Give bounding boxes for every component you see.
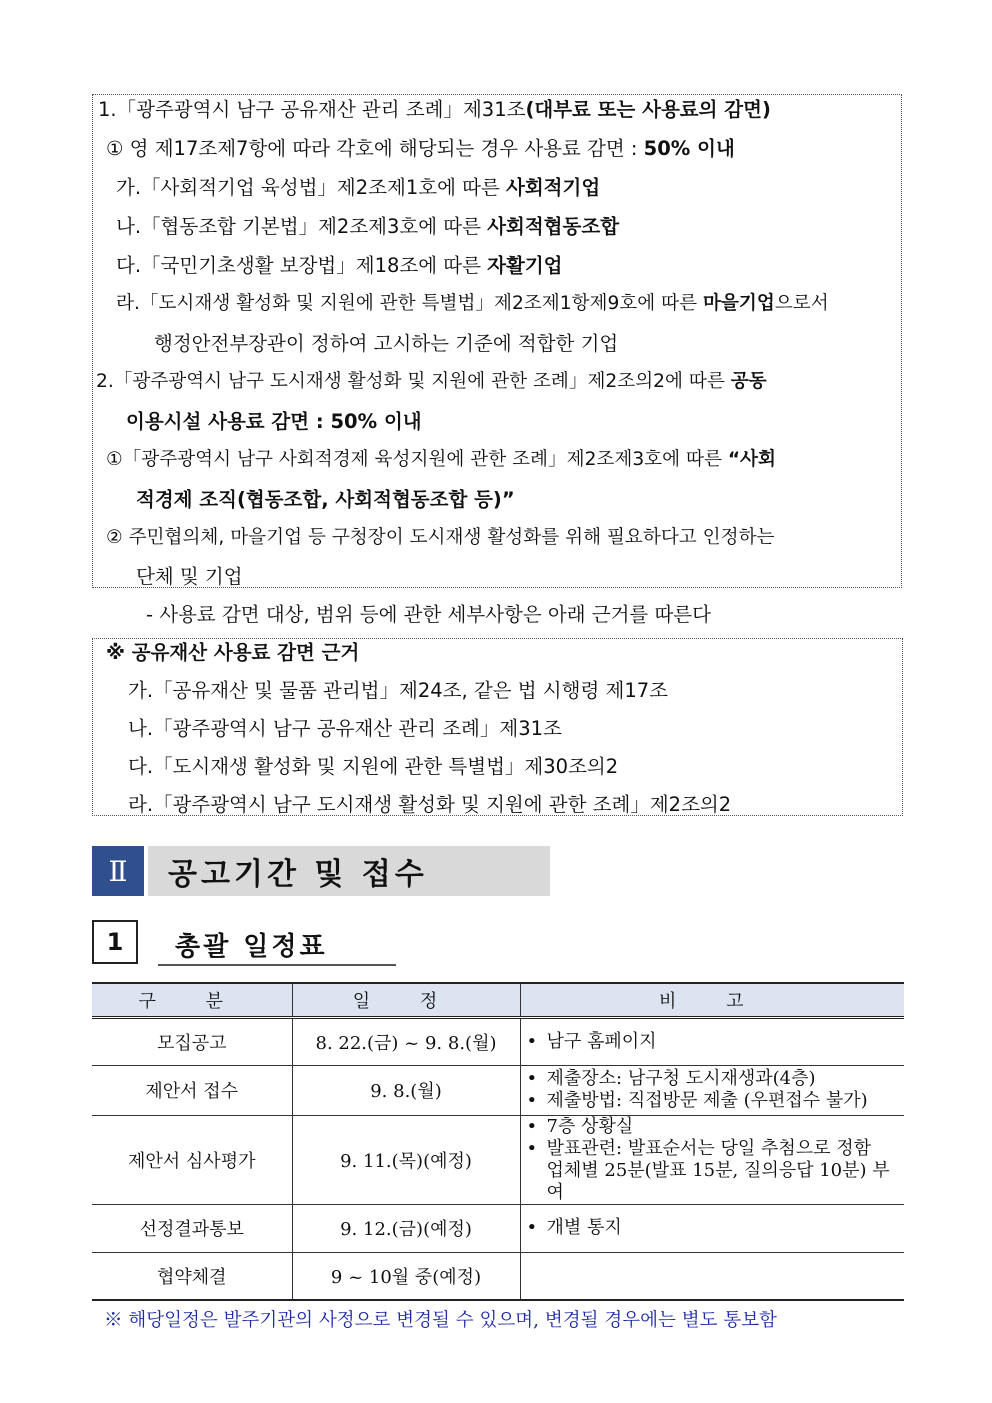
- criteria-emphasis: “사회: [727, 449, 776, 470]
- criteria-emphasis: (대부료 또는 사용료의 감면): [525, 98, 771, 121]
- bullet-icon: •: [526, 1217, 538, 1238]
- note-text: 발표관련: 발표순서는 당일 추첨으로 정함: [546, 1137, 872, 1159]
- criteria-subitem: [116, 217, 619, 237]
- bullet-icon: •: [526, 1090, 538, 1111]
- cell-schedule: 8. 22.(금) ~ 9. 8.(월): [292, 1017, 520, 1065]
- criteria-subitem: [106, 451, 776, 470]
- table-row: [92, 1017, 904, 1065]
- table-header-row: [92, 983, 904, 1017]
- note-line: [527, 1068, 899, 1090]
- section-title: 공고기간 및 접수: [148, 846, 550, 896]
- criteria-subitem: ② 주민협의체, 마을기업 등 구청장이 도시재생 활성화를 위해 필요하다고 인정하는: [106, 527, 775, 548]
- note-line: [527, 1090, 899, 1112]
- criteria-text: 나.「협동조합 기본법」제2조제3호에 따른: [116, 215, 488, 238]
- criteria-text: 으로서: [774, 293, 829, 314]
- criteria-emphasis: 50% 이내: [643, 137, 735, 160]
- subsection-number: 1: [92, 920, 138, 964]
- cell-category: 선정결과통보: [92, 1204, 292, 1252]
- cell-notes: [520, 1115, 904, 1204]
- note-text: 제출방법: 직접방문 제출 (우편접수 불가): [546, 1090, 868, 1111]
- schedule-footnote: ※ 해당일정은 발주기관의 사정으로 변경될 수 있으며, 변경될 경우에는 별도 통보함: [104, 1310, 777, 1331]
- note-line: [527, 1160, 899, 1204]
- cell-category: 제안서 심사평가: [92, 1115, 292, 1204]
- cell-category: 협약체결: [92, 1252, 292, 1300]
- subsection-title: 총괄 일정표: [175, 932, 328, 962]
- legal-basis-title: ※ 공유재산 사용료 감면 근거: [106, 641, 360, 664]
- criteria-emphasis: 자활기업: [487, 254, 563, 277]
- legal-basis-item: 다.「도시재생 활성화 및 지원에 관한 특별법」제30조의2: [128, 755, 619, 778]
- schedule-table: [92, 982, 904, 1301]
- note-text: 업체별 25분(발표 15분, 질의응답 10분) 부여: [546, 1159, 890, 1203]
- criteria-text: ①「광주광역시 남구 사회적경제 육성지원에 관한 조례」제2조제3호에 따른: [106, 449, 728, 470]
- cell-notes: [520, 1252, 904, 1300]
- criteria-item-2: [96, 373, 767, 392]
- criteria-emphasis: 이용시설 사용료 감면 : 50% 이내: [126, 410, 422, 433]
- cell-schedule: 9 ~ 10월 중(예정): [292, 1252, 520, 1300]
- criteria-emphasis: 사회적기업: [506, 176, 601, 199]
- criteria-subitem: [116, 295, 829, 314]
- detail-note: - 사용료 감면 대상, 범위 등에 관한 세부사항은 아래 근거를 따른다: [146, 603, 711, 626]
- criteria-text: 라.「도시재생 활성화 및 지원에 관한 특별법」제2조제1항제9호에 따른: [116, 293, 703, 314]
- note-text: 7층 상황실: [546, 1115, 634, 1137]
- criteria-subitem: [116, 178, 600, 198]
- cell-notes: [520, 1065, 904, 1115]
- table-row: [92, 1065, 904, 1115]
- criteria-item-1: [98, 100, 771, 120]
- note-line: [527, 1138, 899, 1160]
- table-row: [92, 1252, 904, 1300]
- cell-notes: [520, 1017, 904, 1065]
- note-text: 제출장소: 남구청 도시재생과(4층): [546, 1068, 816, 1089]
- header-schedule: 일 정: [292, 983, 520, 1017]
- table-row: [92, 1204, 904, 1252]
- criteria-text: 다.「국민기초생활 보장법」제18조에 따른: [116, 254, 488, 277]
- legal-basis-item: 라.「광주광역시 남구 도시재생 활성화 및 지원에 관한 조례」제2조의2: [128, 793, 732, 816]
- criteria-subitem: [106, 139, 735, 159]
- criteria-text: ① 영 제17조제7항에 따라 각호에 해당되는 경우 사용료 감면 :: [106, 137, 644, 160]
- cell-category: 모집공고: [92, 1017, 292, 1065]
- criteria-emphasis: 적경제 조직(협동조합, 사회적협동조합 등)”: [136, 488, 515, 511]
- criteria-text: 2.「광주광역시 남구 도시재생 활성화 및 지원에 관한 조례」제2조의2에 따른: [96, 371, 731, 392]
- subsection-underline: [158, 964, 396, 966]
- criteria-emphasis: 사회적협동조합: [487, 215, 620, 238]
- criteria-text: 1.「광주광역시 남구 공유재산 관리 조례」제31조: [98, 98, 526, 121]
- cell-schedule: 9. 12.(금)(예정): [292, 1204, 520, 1252]
- bullet-icon: •: [526, 1137, 538, 1159]
- note-text: 개별 통지: [546, 1217, 622, 1238]
- criteria-emphasis: 공동: [730, 371, 767, 392]
- table-row: [92, 1115, 904, 1204]
- cell-schedule: 9. 8.(월): [292, 1065, 520, 1115]
- cell-schedule: 9. 11.(목)(예정): [292, 1115, 520, 1204]
- criteria-emphasis: 마을기업: [702, 293, 775, 314]
- note-line: [527, 1217, 899, 1239]
- note-text: 남구 홈페이지: [546, 1030, 657, 1052]
- legal-basis-item: 가.「공유재산 및 물품 관리법」제24조, 같은 법 시행령 제17조: [128, 679, 668, 702]
- legal-basis-item: 나.「광주광역시 남구 공유재산 관리 조례」제31조: [128, 717, 562, 740]
- header-notes: 비 고: [520, 983, 904, 1017]
- note-line: [527, 1031, 899, 1053]
- bullet-icon: •: [526, 1115, 538, 1137]
- cell-category: 제안서 접수: [92, 1065, 292, 1115]
- bullet-icon: •: [526, 1030, 538, 1052]
- cell-notes: [520, 1204, 904, 1252]
- criteria-text: 단체 및 기업: [136, 565, 243, 588]
- note-line: [527, 1116, 899, 1138]
- bullet-icon: •: [526, 1068, 538, 1089]
- criteria-text: 가.「사회적기업 육성법」제2조제1호에 따른: [116, 176, 506, 199]
- criteria-text: 행정안전부장관이 정하여 고시하는 기준에 적합한 기업: [154, 332, 619, 355]
- section-number: Ⅱ: [92, 846, 144, 896]
- header-category: 구 분: [92, 983, 292, 1017]
- criteria-subitem: [116, 256, 563, 276]
